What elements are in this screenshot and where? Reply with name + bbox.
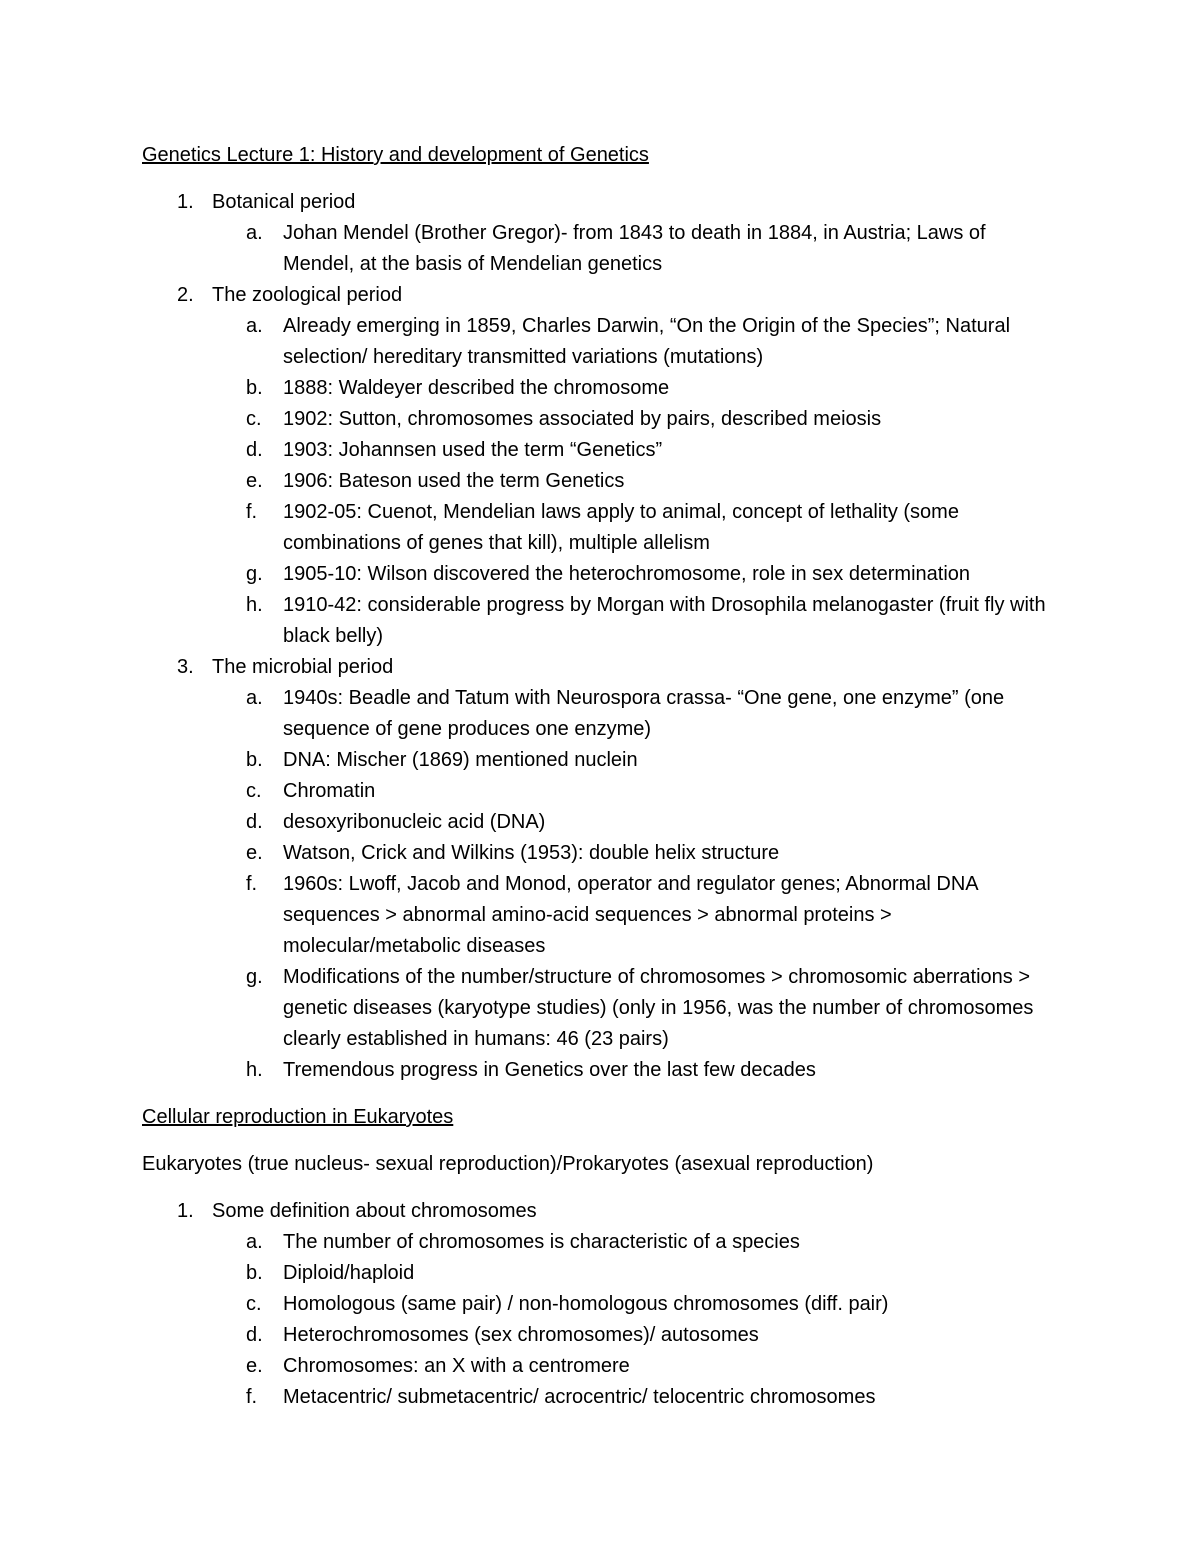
sub-item-text: desoxyribonucleic acid (DNA) bbox=[283, 811, 546, 833]
sub-item bbox=[142, 838, 1062, 869]
sub-item-text: Chromatin bbox=[283, 780, 376, 802]
sub-item-text: Diploid/haploid bbox=[283, 1262, 415, 1284]
section1-title: Genetics Lecture 1: History and development of Genetics bbox=[142, 144, 649, 166]
sub-item bbox=[142, 745, 1062, 776]
list-number: 3. bbox=[177, 656, 194, 678]
list-item-label: The microbial period bbox=[212, 656, 394, 678]
sub-item bbox=[142, 497, 1062, 559]
sub-item bbox=[142, 1055, 1062, 1086]
sub-item-text: Johan Mendel (Brother Gregor)- from 1843 to death in 1884, in Austria; Laws of Mendel, at the basis of Mendelian genetics bbox=[283, 222, 986, 275]
sub-item-text: 1902: Sutton, chromosomes associated by pairs, described meiosis bbox=[283, 408, 882, 430]
sub-item bbox=[142, 776, 1062, 807]
sub-item-marker: d. bbox=[246, 811, 263, 833]
sub-item-marker: a. bbox=[246, 315, 263, 337]
sub-item bbox=[142, 218, 1062, 280]
list-number: 1. bbox=[177, 1200, 194, 1222]
sub-item bbox=[142, 807, 1062, 838]
sub-item-marker: a. bbox=[246, 687, 263, 709]
sub-item-text: 1940s: Beadle and Tatum with Neurospora crassa- “One gene, one enzyme” (one sequence of gene produces one enzyme) bbox=[283, 687, 1005, 740]
sub-item-marker: f. bbox=[246, 873, 258, 895]
sub-item-text: Tremendous progress in Genetics over the last few decades bbox=[283, 1059, 816, 1081]
sub-item bbox=[142, 1320, 1062, 1351]
sub-item-marker: h. bbox=[246, 594, 263, 616]
list-item bbox=[142, 280, 1062, 311]
sub-item bbox=[142, 590, 1062, 652]
sub-item-marker: c. bbox=[246, 1293, 262, 1315]
sub-item-marker: c. bbox=[246, 408, 262, 430]
sub-item-text: Homologous (same pair) / non-homologous chromosomes (diff. pair) bbox=[283, 1293, 889, 1315]
list-item-label: Botanical period bbox=[212, 191, 356, 213]
sub-item-marker: e. bbox=[246, 470, 263, 492]
sub-item-marker: b. bbox=[246, 1262, 263, 1284]
section1-list bbox=[142, 187, 1062, 1086]
sub-item-text: 1903: Johannsen used the term “Genetics” bbox=[283, 439, 663, 461]
sub-item bbox=[142, 1258, 1062, 1289]
sub-item-text: DNA: Mischer (1869) mentioned nuclein bbox=[283, 749, 638, 771]
sub-item-marker: b. bbox=[246, 749, 263, 771]
sub-item-text: Modifications of the number/structure of chromosomes > chromosomic aberrations > genetic diseases (karyotype studies) (only in 1956, was the number of chromosomes clearly established in humans: 46 (23 pairs) bbox=[283, 966, 1034, 1050]
sub-item bbox=[142, 1289, 1062, 1320]
sub-item bbox=[142, 559, 1062, 590]
sub-item-marker: d. bbox=[246, 1324, 263, 1346]
sub-item-text: The number of chromosomes is characteristic of a species bbox=[283, 1231, 800, 1253]
section2-title: Cellular reproduction in Eukaryotes bbox=[142, 1106, 454, 1128]
sub-item-text: Heterochromosomes (sex chromosomes)/ autosomes bbox=[283, 1324, 759, 1346]
sub-item-text: 1910-42: considerable progress by Morgan with Drosophila melanogaster (fruit fly with black belly) bbox=[283, 594, 1046, 647]
sub-item-marker: e. bbox=[246, 1355, 263, 1377]
sub-item bbox=[142, 404, 1062, 435]
sub-item-marker: f. bbox=[246, 501, 258, 523]
list-item-label: Some definition about chromosomes bbox=[212, 1200, 537, 1222]
sub-item bbox=[142, 869, 1062, 962]
section2-list bbox=[142, 1196, 1062, 1413]
sub-item-text: 1888: Waldeyer described the chromosome bbox=[283, 377, 670, 399]
sub-item-marker: e. bbox=[246, 842, 263, 864]
sub-item bbox=[142, 1351, 1062, 1382]
sub-item-text: Metacentric/ submetacentric/ acrocentric/ telocentric chromosomes bbox=[283, 1386, 876, 1408]
sub-item-marker: f. bbox=[246, 1386, 258, 1408]
sub-item-marker: b. bbox=[246, 377, 263, 399]
sub-item-marker: d. bbox=[246, 439, 263, 461]
sub-item-text: 1905-10: Wilson discovered the heterochromosome, role in sex determination bbox=[283, 563, 971, 585]
sub-item-marker: g. bbox=[246, 563, 263, 585]
sub-item bbox=[142, 1227, 1062, 1258]
sub-item-text: 1960s: Lwoff, Jacob and Monod, operator and regulator genes; Abnormal DNA sequences > abnormal amino-acid sequences > abnormal proteins > molecular/metabolic diseases bbox=[283, 873, 978, 957]
sub-item-text: 1902-05: Cuenot, Mendelian laws apply to animal, concept of lethality (some combinations of genes that kill), multiple allelism bbox=[283, 501, 959, 554]
sub-item-marker: c. bbox=[246, 780, 262, 802]
sub-item bbox=[142, 466, 1062, 497]
sub-item bbox=[142, 962, 1062, 1055]
sub-item-text: Already emerging in 1859, Charles Darwin, “On the Origin of the Species”; Natural selection/ hereditary transmitted variations (mutations) bbox=[283, 315, 1011, 368]
list-item-label: The zoological period bbox=[212, 284, 403, 306]
sub-item-marker: g. bbox=[246, 966, 263, 988]
sub-item bbox=[142, 435, 1062, 466]
list-number: 1. bbox=[177, 191, 194, 213]
sub-item-marker: a. bbox=[246, 1231, 263, 1253]
sub-item-text: 1906: Bateson used the term Genetics bbox=[283, 470, 625, 492]
list-item bbox=[142, 652, 1062, 683]
list-item bbox=[142, 187, 1062, 218]
list-number: 2. bbox=[177, 284, 194, 306]
list-item bbox=[142, 1196, 1062, 1227]
sub-item-marker: h. bbox=[246, 1059, 263, 1081]
sub-item bbox=[142, 373, 1062, 404]
sub-item bbox=[142, 1382, 1062, 1413]
document-content bbox=[142, 140, 1062, 1413]
sub-item-marker: a. bbox=[246, 222, 263, 244]
sub-item-text: Watson, Crick and Wilkins (1953): double helix structure bbox=[283, 842, 780, 864]
sub-item bbox=[142, 311, 1062, 373]
sub-item-text: Chromosomes: an X with a centromere bbox=[283, 1355, 630, 1377]
sub-item bbox=[142, 683, 1062, 745]
section2-intro: Eukaryotes (true nucleus- sexual reproduction)/Prokaryotes (asexual reproduction) bbox=[142, 1153, 874, 1175]
